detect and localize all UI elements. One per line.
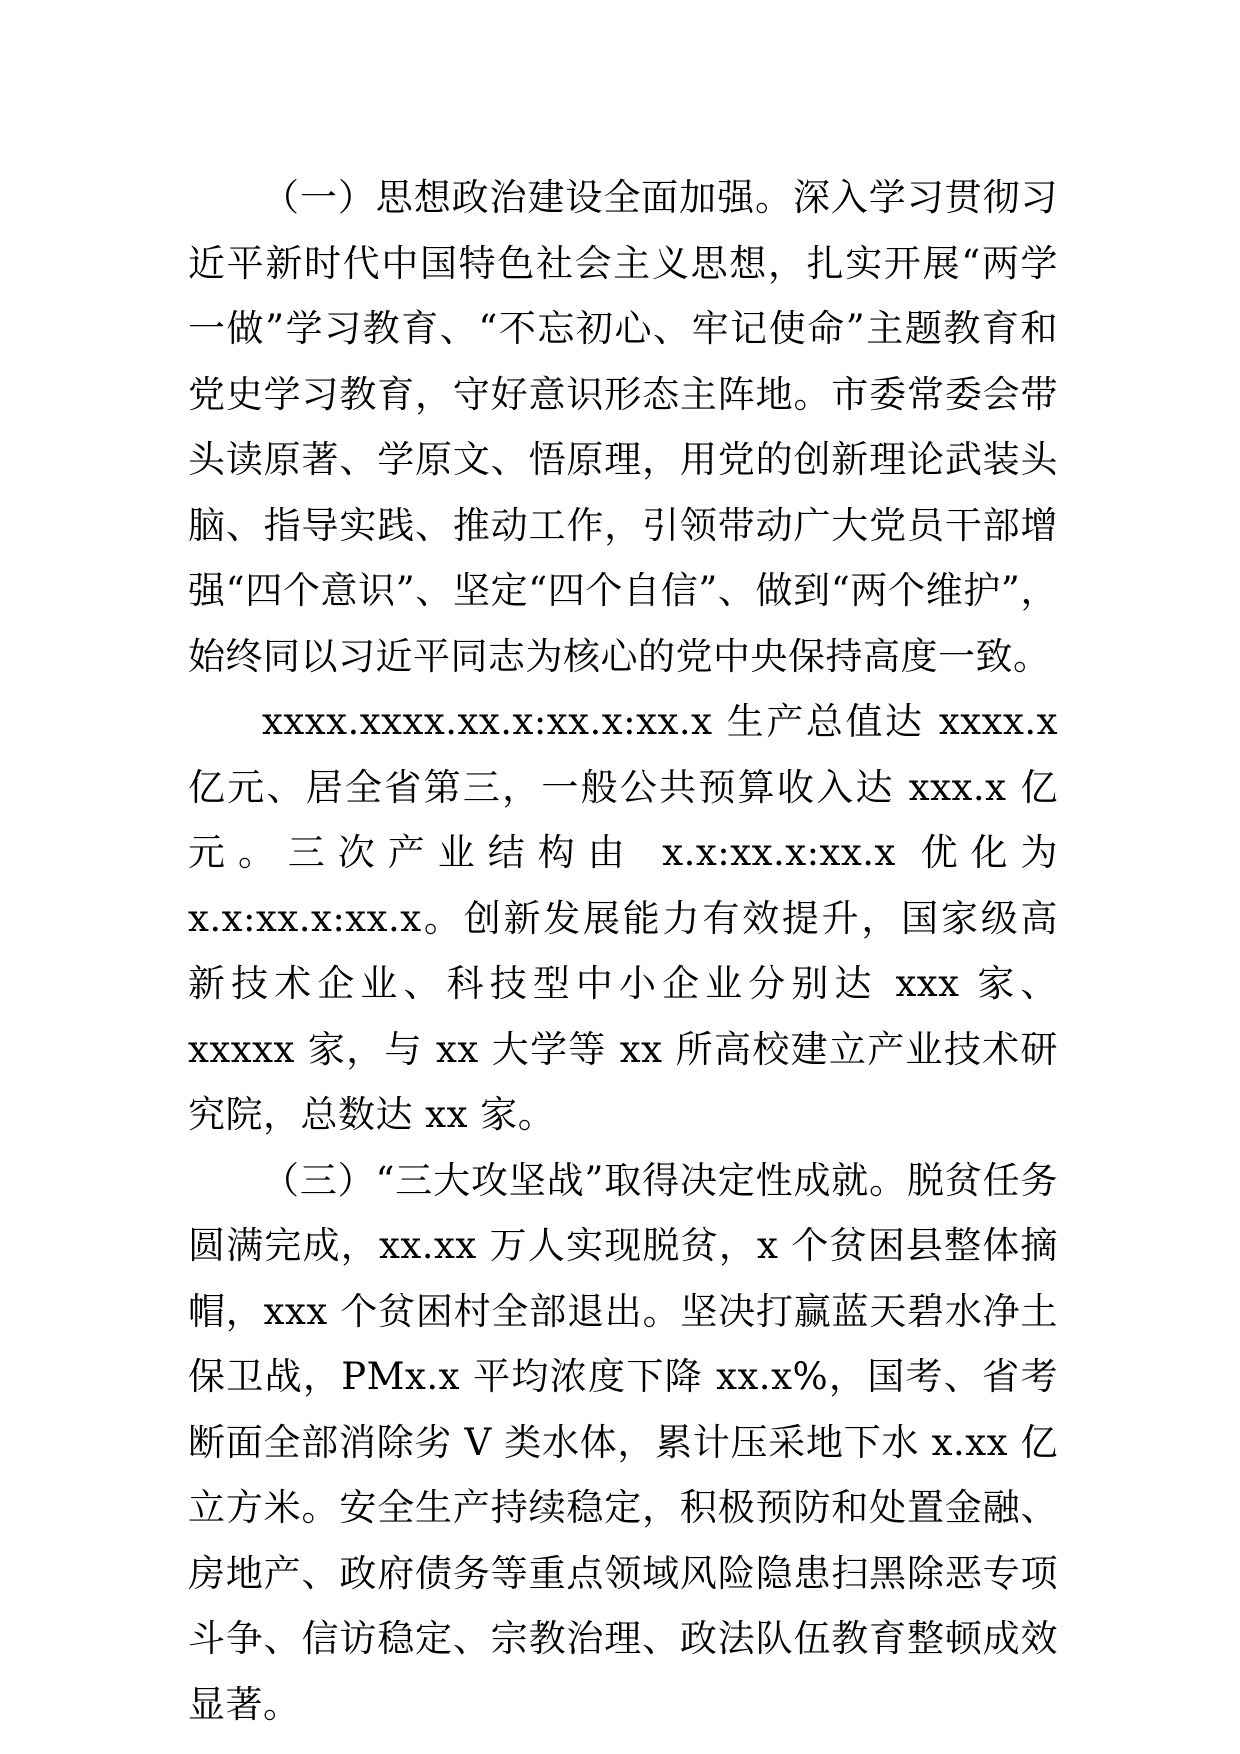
paragraph-three-major-battles: （三）“三大攻坚战”取得决定性成就。脱贫任务圆满完成，xx.xx 万人实现脱贫，x 个贫困县整体摘帽，xxx 个贫困村全部退出。坚决打赢蓝天碧水净土保卫战，PMx.x 平均浓度下降 xx.x%，国考、省考断面全部消除劣 V 类水体，累计压采地下水 x.xx 亿立方米。安全生产持续稳定，积极预防和处置金融、房地产、政府债务等重点领域风险隐患扫黑除恶专项斗争、信访稳定、宗教治理、政法队伍教育整顿成效显著。 <box>188 1158 1058 1726</box>
document-body <box>188 165 1058 1737</box>
paragraph-economic-development: xxxx.xxxx.xx.x:xx.x:xx.x 生产总值达 xxxx.x 亿元、居全省第三，一般公共预算收入达 xxx.x 亿元。三次产业结构由 x.x:xx.x:xx.x 优化为 x.x:xx.x:xx.x。创新发展能力有效提升，国家级高新技术企业、科技型中小企业分别达 xxx 家、xxxxx 家，与 xx 大学等 xx 所高校建立产业技术研究院，总数达 xx 家。 <box>188 700 1058 1136</box>
paragraph-ideological-political-construction: （一）思想政治建设全面加强。深入学习贯彻习近平新时代中国特色社会主义思想，扎实开展“两学一做”学习教育、“不忘初心、牢记使命”主题教育和党史学习教育，守好意识形态主阵地。市委常委会带头读原著、学原文、悟原理，用党的创新理论武装头脑、指导实践、推动工作，引领带动广大党员干部增强“四个意识”、坚定“四个自信”、做到“两个维护”，始终同以习近平同志为核心的党中央保持高度一致。 <box>188 176 1058 678</box>
